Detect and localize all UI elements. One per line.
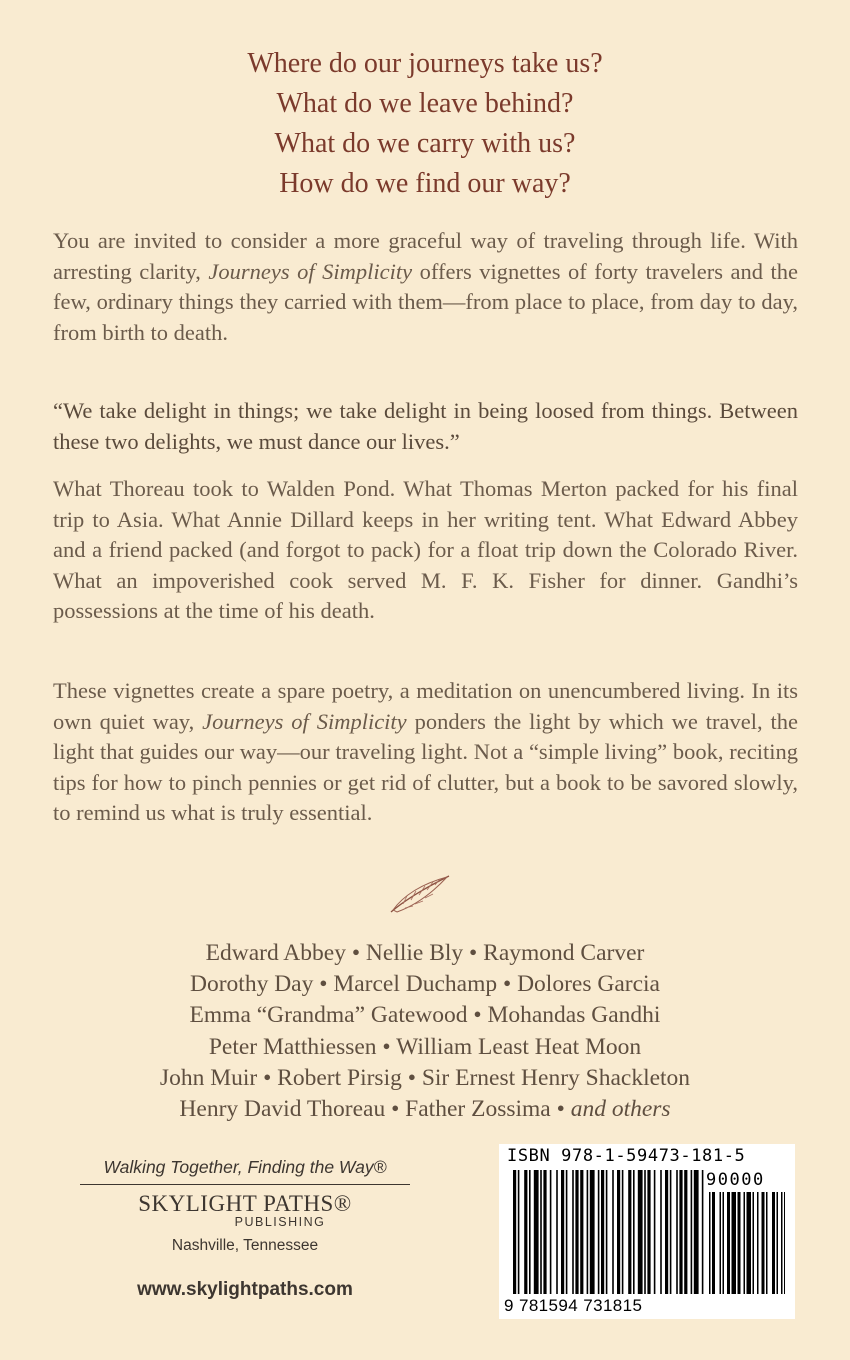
price-code: 90000 — [706, 1170, 765, 1190]
isbn-text: ISBN 978-1-59473-181-5 — [507, 1146, 746, 1166]
contributors-line — [0, 1094, 850, 1125]
book-title: Journeys of Simplicity — [208, 258, 413, 284]
barcode-bars — [513, 1170, 785, 1298]
question-line: What do we leave behind? — [276, 88, 574, 119]
travelers-paragraph: What Thoreau took to Walden Pond. What Thomas Merton packed for his final trip to Asia. What Annie Dillard keeps in her writing tent. What Edward Abbey and a friend packed (and forgot to pack) for a float trip down the Colorado River. What an impoverished cook served M. F. K. Fisher for dinner. Gandhi’s possessions at the time of his death. — [53, 476, 798, 623]
intro-paragraph — [53, 226, 798, 348]
question-line: How do we find our way? — [279, 168, 571, 199]
and-others-text: and others — [570, 1096, 671, 1123]
contributors-text: Henry David Thoreau • Father Zossima • — [179, 1096, 571, 1123]
contributors-line: John Muir • Robert Pirsig • Sir Ernest Henry Shackleton — [159, 1064, 691, 1091]
question-line: What do we carry with us? — [274, 128, 576, 159]
ean-digits: 9 781594 731815 — [504, 1296, 643, 1315]
publisher-website[interactable]: www.skylightpaths.com — [137, 1279, 353, 1300]
contributors-list — [0, 938, 850, 1125]
publisher-tagline: Walking Together, Finding the Way® — [80, 1157, 410, 1185]
isbn-barcode — [499, 1144, 795, 1319]
paragraph-text: You are invited to consider a more graceful way of traveling through life. With arresting clarity, — [53, 228, 798, 284]
publisher-subtitle: PUBLISHING — [234, 1215, 326, 1229]
opening-questions — [0, 44, 850, 204]
paragraph-text: offers vignettes of forty travelers and the few, ordinary things they carried with them—from place to place, from day to day, from birth to death. — [53, 258, 798, 345]
contributors-line: Edward Abbey • Nellie Bly • Raymond Carver — [205, 940, 645, 966]
paragraph-text: These vignettes create a spare poetry, a meditation on unencumbered living. In its own quiet way, — [53, 678, 798, 734]
quote-paragraph: “We take delight in things; we take delight in being loosed from things. Between these two delights, we must dance our lives.” — [53, 398, 798, 454]
question-line: Where do our journeys take us? — [247, 48, 603, 79]
publisher-location: Nashville, Tennessee — [171, 1237, 319, 1254]
feather-icon — [385, 870, 455, 920]
contributors-line: Dorothy Day • Marcel Duchamp • Dolores Garcia — [190, 971, 660, 998]
vignettes-paragraph — [53, 676, 798, 829]
publisher-imprint — [80, 1157, 410, 1301]
book-title: Journeys of Simplicity — [202, 708, 407, 734]
publisher-logo: SKYLIGHT PATHS® — [138, 1191, 352, 1216]
paragraph-text: ponders the light by which we travel, the light that guides our way—our traveling light. Not a “simple living” book, reciting tips for how to pinch pennies or get rid of clutter, but a book to be savored slowly, to remind us what is truly essential. — [53, 708, 799, 825]
contributors-line: Peter Matthiessen • William Least Heat Moon — [208, 1033, 642, 1060]
contributors-line: Emma “Grandma” Gatewood • Mohandas Gandhi — [189, 1002, 661, 1029]
